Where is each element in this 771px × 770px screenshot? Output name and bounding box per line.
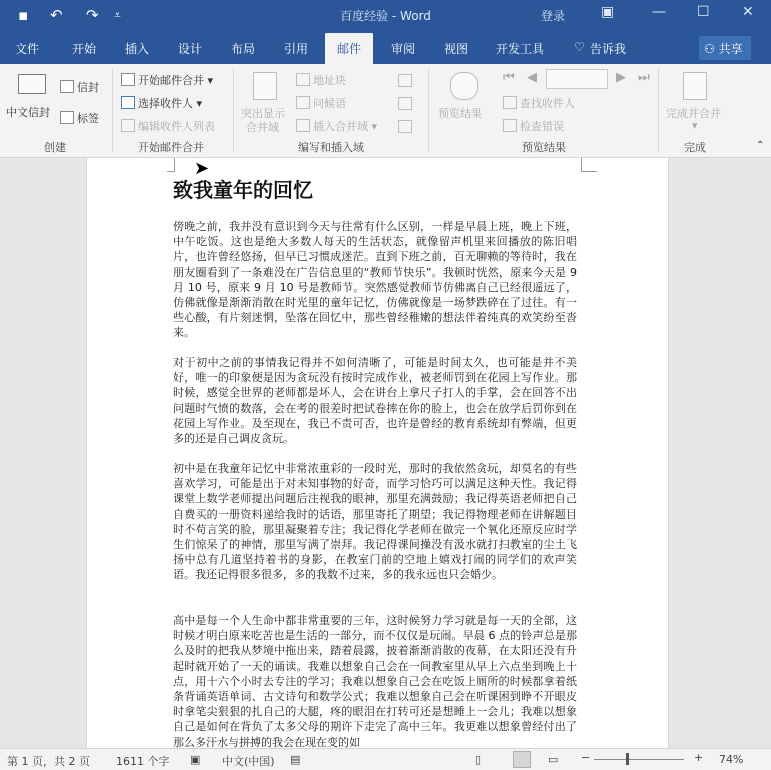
check-errors-label: 检查错误 bbox=[520, 120, 564, 133]
envelopes-icon bbox=[60, 80, 74, 93]
crop-mark bbox=[581, 158, 597, 172]
share-button[interactable] bbox=[699, 36, 751, 60]
close-icon[interactable]: ✕ bbox=[742, 4, 754, 20]
envelopes-button[interactable] bbox=[60, 79, 99, 95]
group-divider bbox=[658, 68, 659, 152]
previous-record-icon[interactable]: ◀ bbox=[527, 70, 537, 85]
crop-mark bbox=[167, 158, 175, 172]
select-recipients-label: 选择收件人 bbox=[138, 97, 193, 110]
save-icon[interactable]: ▪ bbox=[18, 6, 29, 24]
insert-merge-field-button[interactable]: 插入合并域 ▾ bbox=[296, 118, 377, 134]
highlight-merge-fields-line2[interactable]: 合并域 bbox=[246, 121, 279, 134]
greeting-line-label: 问候语 bbox=[313, 97, 346, 110]
start-merge-label: 开始邮件合并 bbox=[138, 74, 204, 87]
minimize-icon[interactable]: — bbox=[652, 4, 666, 20]
address-block-icon bbox=[296, 73, 310, 86]
group-label-finish: 完成 bbox=[684, 141, 706, 154]
envelope-icon bbox=[18, 74, 46, 94]
tab-layout[interactable]: 布局 bbox=[231, 42, 256, 56]
ribbon-mailings bbox=[0, 64, 771, 158]
labels-label: 标签 bbox=[77, 112, 99, 125]
next-record-icon[interactable]: ▶ bbox=[616, 70, 626, 85]
tab-review[interactable]: 审阅 bbox=[391, 42, 416, 56]
highlight-fields-icon bbox=[253, 72, 277, 100]
start-mail-merge-button[interactable]: 开始邮件合并 ▾ bbox=[121, 72, 213, 88]
zoom-level[interactable]: 74% bbox=[719, 753, 744, 766]
group-label-write-insert: 编写和插入域 bbox=[298, 141, 364, 154]
document-canvas bbox=[0, 158, 771, 748]
paragraph-2: 对于初中之前的事情我记得并不如何清晰了，可能是时间太久，也可能是并不美好，唯一的印象便是因为贪玩没有按时完成作业，被老师罚到在花园上写作业。那时候，感觉全世界的老师都是坏人，会在讲台上拿尺子打人的手掌，会在回答不出问题时气愤的数落，会在考的很差时把试卷摔在你的脸上，也会在放学后罚你到在花园上写作业。及至现在，我已不责可否，也许是曾经的教育系统却有弊端，但更多的还是自己调皮贪玩。 bbox=[173, 356, 577, 446]
match-fields-icon[interactable] bbox=[398, 97, 412, 110]
mouse-pointer-icon: ➤ bbox=[194, 158, 210, 179]
finish-merge-dropdown-icon[interactable]: ▾ bbox=[692, 119, 698, 132]
finish-merge-icon bbox=[683, 72, 707, 100]
rules-icon[interactable] bbox=[398, 74, 412, 87]
edit-recipient-list-button[interactable] bbox=[121, 118, 215, 134]
undo-icon[interactable]: ↶ bbox=[50, 6, 63, 24]
last-record-icon[interactable]: ⏭ bbox=[638, 70, 650, 85]
labels-button[interactable] bbox=[60, 110, 99, 126]
select-recipients-button[interactable]: 选择收件人 ▾ bbox=[121, 95, 202, 111]
print-layout-icon[interactable] bbox=[513, 751, 531, 768]
title-bar bbox=[0, 0, 771, 30]
paragraph-3: 初中是在我童年记忆中非常浓重彩的一段时光，那时的我依然贪玩，却莫名的有些喜欢学习，可能是出于对未知事物的好奇，而学习恰巧可以满足这种天性。我记得课堂上数学老师提出问题后注视我的眼神，那里充满鼓励；我记得英语老师把自己自费买的一册资料递给我时的话语，那里寄托了期望；我记得物理老师在讲解题目时不苟言笑的脸，那里凝聚着专注；我记得化学老师在做完一个氧化还原反应时学生们惊呆了的神情，那里写满了崇拜。我记得课间操没有汲水就打扫教室的尘土飞扬中总有几道坚持着书的身影，在教室门前的空地上嬉戏打闹的同学们的欢声笑语。我还记得很多很多，多的我数不过来，多的我永远也只会婚少。 bbox=[173, 462, 577, 582]
start-merge-icon bbox=[121, 73, 135, 86]
group-divider bbox=[233, 68, 234, 152]
chinese-envelope-button[interactable]: 中文信封 bbox=[6, 106, 50, 119]
group-divider bbox=[428, 68, 429, 152]
recipients-icon bbox=[121, 96, 135, 109]
page-count[interactable]: 第 1 页，共 2 页 bbox=[7, 755, 90, 768]
tab-home[interactable]: 开始 bbox=[72, 42, 97, 56]
tab-developer[interactable]: 开发工具 bbox=[496, 42, 545, 56]
check-errors-button[interactable] bbox=[503, 118, 564, 134]
window-title: 百度经验 - Word bbox=[340, 9, 431, 23]
preview-results-icon bbox=[450, 72, 478, 100]
user-icon: ⚇ bbox=[704, 42, 719, 56]
edit-recipient-list-label: 编辑收件人列表 bbox=[138, 120, 215, 133]
language-status[interactable]: 中文(中国) bbox=[222, 755, 275, 768]
zoom-slider[interactable] bbox=[594, 759, 684, 760]
redo-icon[interactable]: ↷ bbox=[86, 6, 99, 24]
ribbon-display-options-icon[interactable]: ▣ bbox=[601, 4, 615, 20]
group-label-start-merge: 开始邮件合并 bbox=[138, 141, 204, 154]
document-title: 致我童年的回忆 bbox=[173, 178, 313, 202]
find-recipient-icon bbox=[503, 96, 517, 109]
edit-list-icon bbox=[121, 119, 135, 132]
address-block-button[interactable] bbox=[296, 72, 346, 88]
tab-insert[interactable]: 插入 bbox=[125, 42, 150, 56]
insert-merge-field-icon bbox=[296, 119, 310, 132]
ribbon-tabs bbox=[0, 30, 771, 64]
address-block-label: 地址块 bbox=[313, 74, 346, 87]
tab-design[interactable]: 设计 bbox=[178, 42, 203, 56]
paragraph-4: 高中是每一个人生命中都非常重要的三年，这时候努力学习就是每一天的全部，这时候才明白原来吃苦也是生活的一部分，而不仅仅是玩闹。早晨 6 点的铃声总是那么及时的把我从梦境中拖出来，踏着晨露，披着渐渐消散的夜幕，在太阳还没有升起时就开始了一天的诵读。我难以想象自己会在一间教室里从早上六点坐到晚上十点，用十六个小时去专注的学习；我难以想象自己会在吃饭上厕所的时候都拿着纸条背诵英语单词、古文诗句和数学公式；我难以想象自己会在听课困到睁不开眼皮时拿笔尖狠狠的扎自己的大腿，疼的眼泪在打转可还是想睡上一会儿；我难以想象自己是如何在背负了太多父母的期许下走完了高中三年。我更难以想象曾经付出了那么多汗水与拼搏的我会在现在变的如 bbox=[173, 614, 577, 748]
find-recipient-button[interactable] bbox=[503, 95, 575, 111]
share-label: 共享 bbox=[718, 42, 743, 56]
group-label-preview: 预览结果 bbox=[522, 141, 566, 154]
status-bar bbox=[0, 748, 771, 770]
update-labels-icon[interactable] bbox=[398, 120, 412, 133]
collapse-ribbon-icon[interactable]: ⌃ bbox=[756, 140, 765, 151]
group-divider bbox=[112, 68, 113, 152]
document-page[interactable] bbox=[86, 158, 669, 748]
tab-references[interactable]: 引用 bbox=[284, 42, 309, 56]
zoom-in-button[interactable]: + bbox=[694, 751, 704, 764]
group-label-create: 创建 bbox=[44, 141, 66, 154]
preview-results-button[interactable]: 预览结果 bbox=[438, 107, 482, 120]
tab-view[interactable]: 视图 bbox=[444, 42, 469, 56]
insert-merge-field-label: 插入合并域 bbox=[313, 120, 368, 133]
first-record-icon[interactable]: ⏮ bbox=[503, 70, 515, 85]
tell-me-icon: ♡ bbox=[574, 40, 585, 54]
check-errors-icon bbox=[503, 119, 517, 132]
highlight-merge-fields-line1[interactable]: 突出显示 bbox=[241, 107, 285, 120]
proofing-icon[interactable]: ▣ bbox=[190, 753, 201, 766]
tab-mailings[interactable]: 邮件 bbox=[325, 33, 373, 64]
zoom-slider-thumb[interactable] bbox=[626, 753, 629, 765]
web-layout-icon[interactable]: ▭ bbox=[548, 753, 559, 766]
greeting-line-icon bbox=[296, 96, 310, 109]
paragraph-1: 傍晚之前，我并没有意识到今天与往常有什么区别，一样是早晨上班，晚上下班，中午吃饭。这也是绝大多数人每天的生活状态，就像留声机里来回播放的陈旧唱片，也许曾经悠扬，但早已习惯成迷茫。直到下班之前，百无聊赖的等待时，我在朋友圈看到了一条难没在广告信息里的“教师节快乐”。我顿时恍然，原来今天是 9 月 10 号，原来 9 月 10 号是教师节。突然感觉教师节仿佛离自己已经很遥远了，仿佛就像是渐渐消散在时光里的童年记忆，仿佛就像是一场梦跌碎在了过往。有一些心酸，有片刻迷惘，坠落在回忆中，那些曾经稚嫩的想法伴着纯真的欢笑纷至沓来。 bbox=[173, 220, 577, 340]
envelopes-label: 信封 bbox=[77, 81, 99, 94]
tab-file[interactable]: 文件 bbox=[15, 42, 40, 56]
customize-quick-access-icon[interactable]: ⩡ bbox=[114, 8, 121, 22]
greeting-line-button[interactable] bbox=[296, 95, 346, 111]
login-button[interactable]: 登录 bbox=[541, 9, 566, 23]
macro-record-icon[interactable]: ▤ bbox=[290, 753, 301, 766]
find-recipient-label: 查找收件人 bbox=[520, 97, 575, 110]
zoom-out-button[interactable]: − bbox=[581, 751, 591, 764]
record-number-input[interactable] bbox=[546, 69, 608, 89]
finish-merge-button[interactable]: 完成并合并 bbox=[666, 107, 721, 120]
labels-icon bbox=[60, 111, 74, 124]
read-mode-icon[interactable]: ▯ bbox=[475, 753, 482, 766]
word-count[interactable]: 1611 个字 bbox=[116, 755, 170, 768]
restore-icon[interactable]: ☐ bbox=[697, 4, 710, 20]
tell-me-search[interactable]: 告诉我 bbox=[590, 42, 627, 56]
